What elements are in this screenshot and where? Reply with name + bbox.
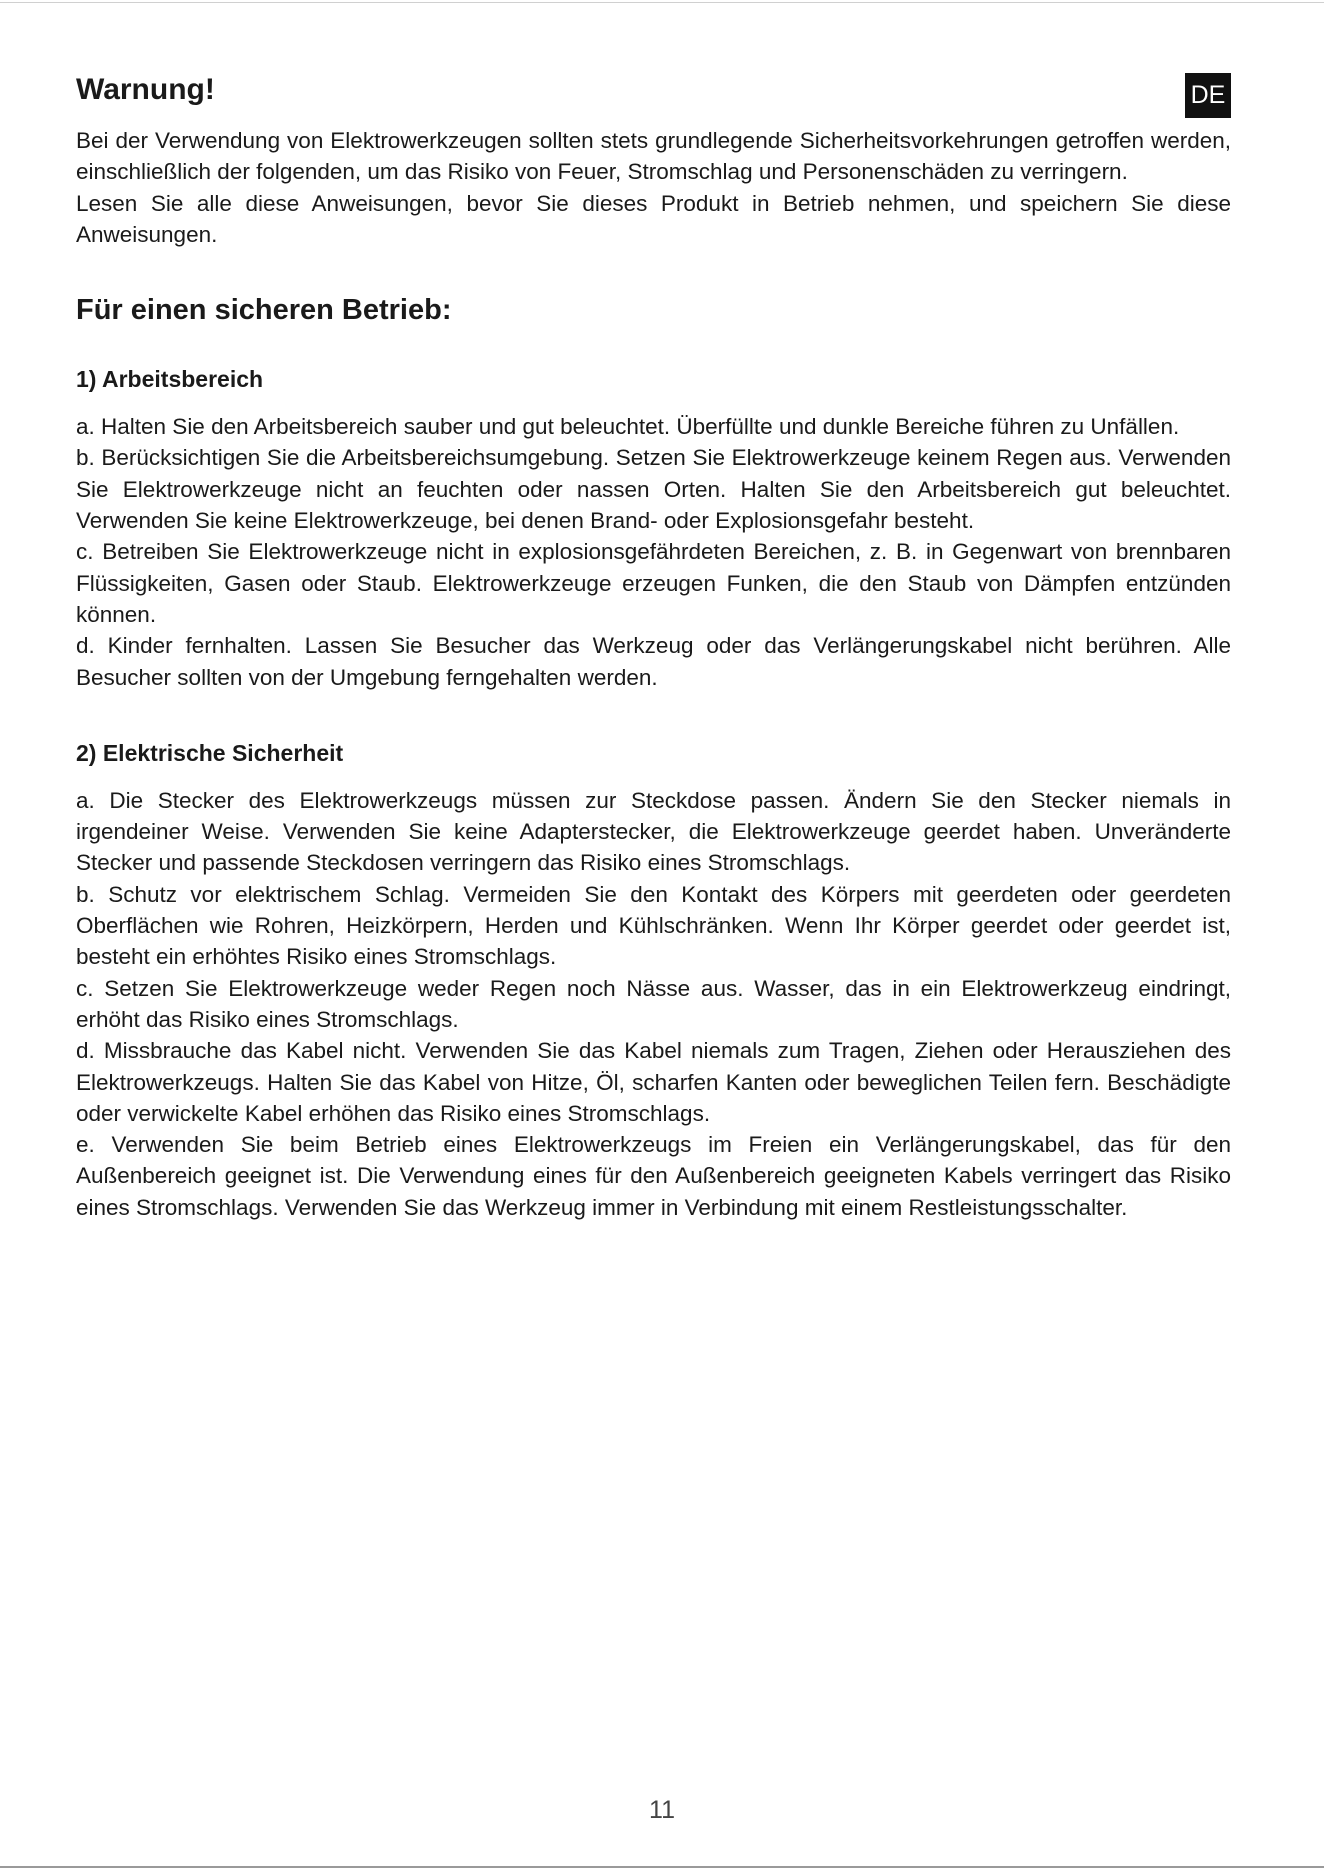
safe-operation-title: Für einen sicheren Betrieb: [76,294,452,327]
bottom-rule [0,1866,1324,1868]
list-item: b. Schutz vor elektrischem Schlag. Vermeiden Sie den Kontakt des Körpers mit geerdeten oder geerdeten Oberflächen wie Rohren, Heizkörpern, Herden und Kühlschränken. Wenn Ihr Körper geerdet oder geerdet ist, besteht ein erhöhtes Risiko eines Stromschlags. [76,881,1231,970]
work-area-items [76,411,1231,693]
list-item: b. Berücksichtigen Sie die Arbeitsbereichsumgebung. Setzen Sie Elektrowerkzeuge keinem Regen aus. Verwenden Sie Elektrowerkzeuge nicht an feuchten oder nassen Orten. Halten Sie den Arbeitsbereich gut beleuchtet. Verwenden Sie keine Elektrowerkzeuge, bei denen Brand- oder Explosionsgefahr besteht. [76,445,1231,534]
list-item: a. Die Stecker des Elektrowerkzeugs müssen zur Steckdose passen. Ändern Sie den Stecker niemals in irgendeiner Weise. Verwenden Sie keine Adapterstecker, die Elektrowerkzeuge geerdet haben. Unveränderte Stecker und passende Steckdosen verringern das Risiko eines Stromschlags. [76,787,1231,876]
list-item: d. Missbrauche das Kabel nicht. Verwenden Sie das Kabel niemals zum Tragen, Ziehen oder Herausziehen des Elektrowerkzeugs. Halten Sie das Kabel von Hitze, Öl, scharfen Kanten oder beweglichen Teilen fern. Beschädigte oder verwickelte Kabel erhöhen das Risiko eines Stromschlags. [76,1038,1231,1126]
section-title-electrical-safety: 2) Elektrische Sicherheit [76,739,344,766]
language-badge: DE [1185,73,1231,118]
electrical-safety-items [76,785,1231,1223]
section-electrical-safety [76,737,1231,1223]
warning-paragraph: Bei der Verwendung von Elektrowerkzeugen sollten stets grundlegende Sicherheitsvorkehrungen getroffen werden, einschließlich der folgenden, um das Risiko von Feuer, Stromschlag und Personenschäden zu verringern. [76,128,1231,185]
section-work-area [76,363,1231,693]
top-rule [0,2,1324,3]
list-item: c. Betreiben Sie Elektrowerkzeuge nicht in explosionsgefährdeten Bereichen, z. B. in Gegenwart von brennbaren Flüssigkeiten, Gasen oder Staub. Elektrowerkzeuge erzeugen Funken, die den Staub von Dämpfen entzünden können. [76,539,1231,627]
warning-intro [76,125,1231,250]
section-title-work-area: 1) Arbeitsbereich [76,366,264,393]
warning-paragraph: Lesen Sie alle diese Anweisungen, bevor Sie dieses Produkt in Betrieb nehmen, und speichern Sie diese Anweisungen. [76,190,1231,247]
list-item: a. Halten Sie den Arbeitsbereich sauber und gut beleuchtet. Überfüllte und dunkle Bereiche führen zu Unfällen. [76,414,1180,440]
list-item: e. Verwenden Sie beim Betrieb eines Elektrowerkzeugs im Freien ein Verlängerungskabel, das für den Außenbereich geeignet ist. Die Verwendung eines für den Außenbereich geeigneten Kabels verringert das Risiko eines Stromschlags. Verwenden Sie das Werkzeug immer in Verbindung mit einem Restleistungsschalter. [76,1132,1231,1220]
list-item: c. Setzen Sie Elektrowerkzeuge weder Regen noch Nässe aus. Wasser, das in ein Elektrowerkzeug eindringt, erhöht das Risiko eines Stromschlags. [76,975,1231,1032]
list-item: d. Kinder fernhalten. Lassen Sie Besucher das Werkzeug oder das Verlängerungskabel nicht berühren. Alle Besucher sollten von der Umgebung ferngehalten werden. [76,633,1231,690]
page-number: 11 [649,1796,675,1824]
page-content [76,70,1231,1223]
warning-title: Warnung! [76,73,215,106]
